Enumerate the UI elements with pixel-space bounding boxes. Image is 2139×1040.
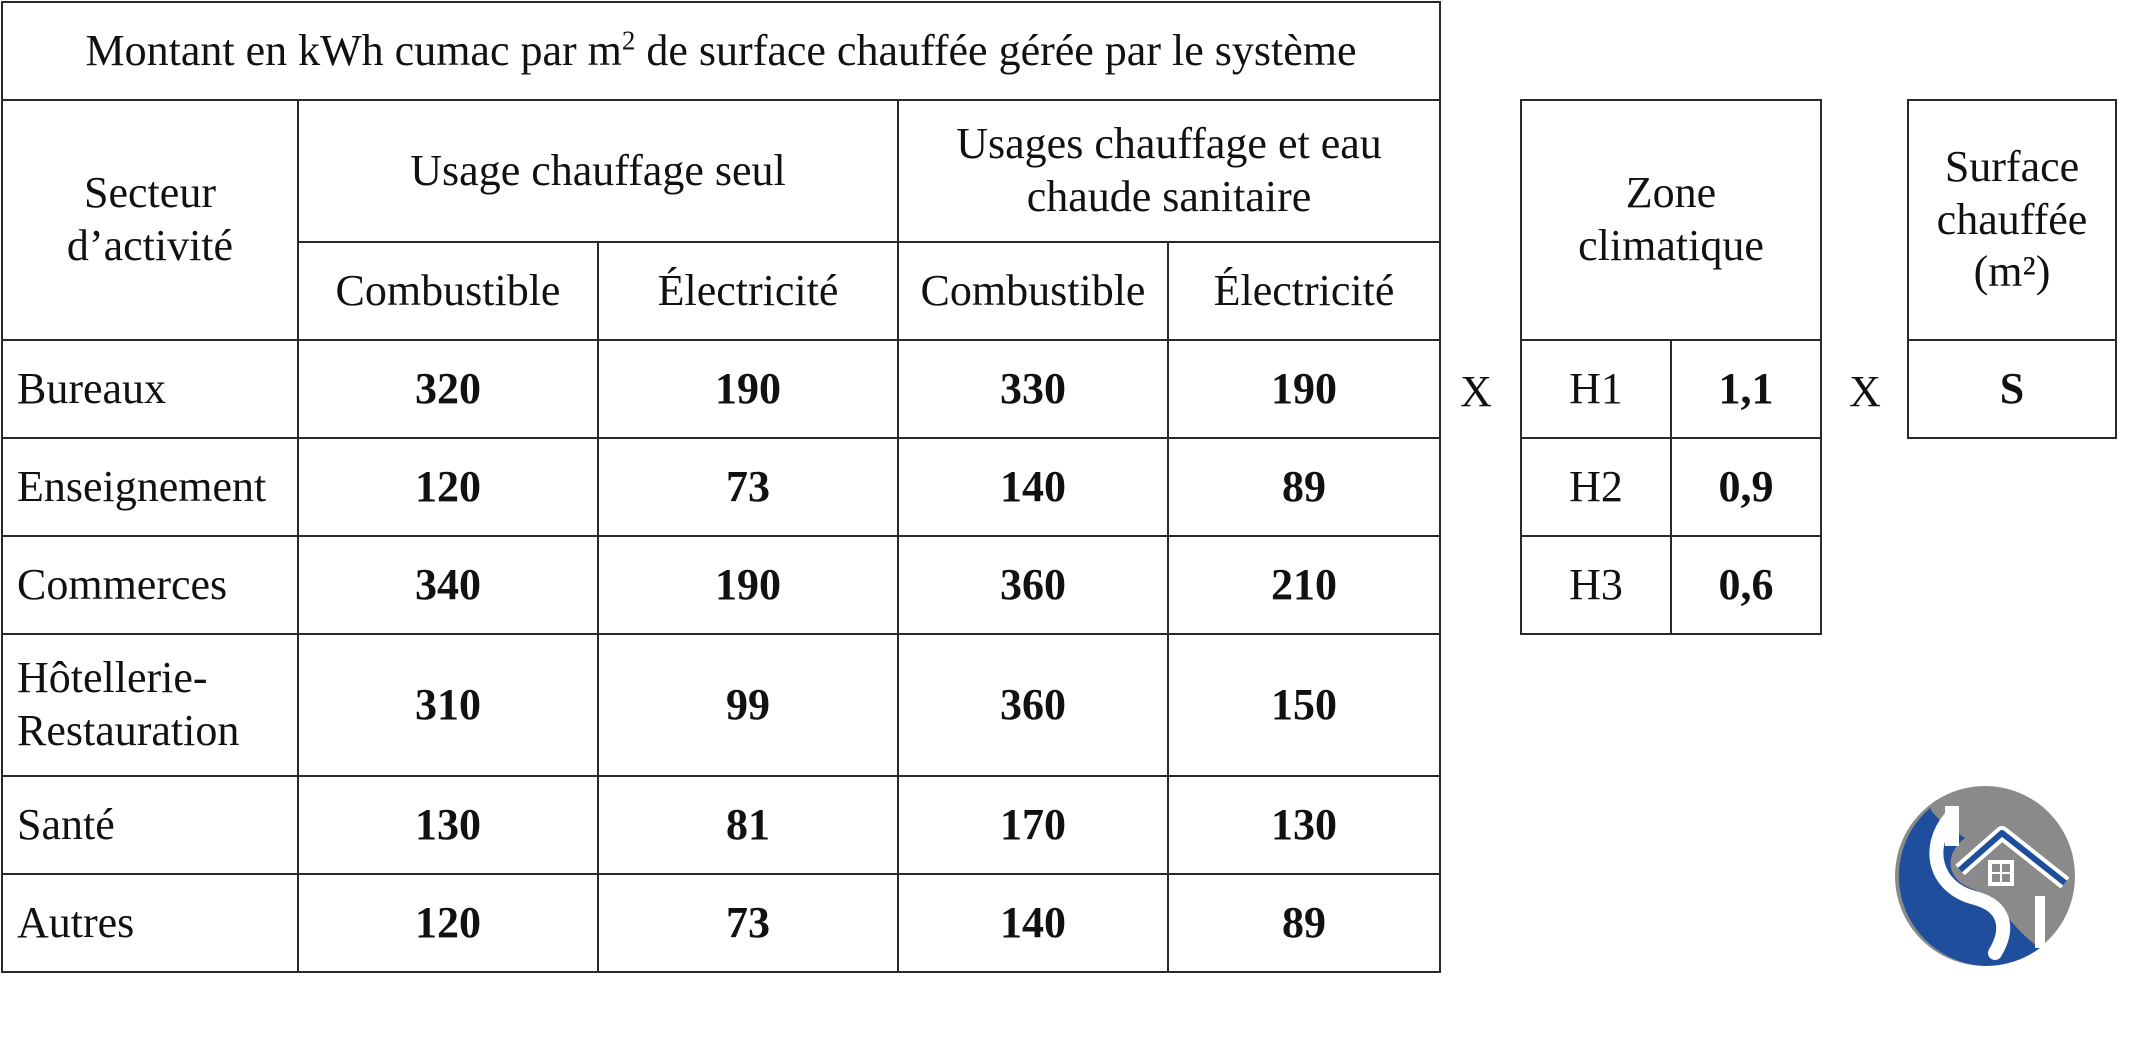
table-row xyxy=(2,340,1440,438)
value-cell: 89 xyxy=(1168,438,1440,536)
value-cell: 73 xyxy=(598,874,898,972)
sector-cell: Autres xyxy=(2,874,298,972)
zone-row xyxy=(1521,536,1821,634)
table-row xyxy=(2,776,1440,874)
value-cell: 320 xyxy=(298,340,598,438)
surface-value: S xyxy=(1908,340,2116,438)
sector-header: Secteur d’activité xyxy=(2,100,298,340)
value-cell: 99 xyxy=(598,634,898,776)
zone-header: Zone climatique xyxy=(1521,100,1821,340)
value-cell: 81 xyxy=(598,776,898,874)
value-cell: 140 xyxy=(898,438,1168,536)
value-cell: 120 xyxy=(298,438,598,536)
table-row xyxy=(2,536,1440,634)
value-cell: 190 xyxy=(1168,340,1440,438)
value-cell: 150 xyxy=(1168,634,1440,776)
sector-cell: Bureaux xyxy=(2,340,298,438)
value-cell: 210 xyxy=(1168,536,1440,634)
value-cell: 190 xyxy=(598,340,898,438)
sector-cell: Enseignement xyxy=(2,438,298,536)
climate-zone-table xyxy=(1520,99,1822,635)
value-cell: 360 xyxy=(898,634,1168,776)
surface-table xyxy=(1907,99,2117,439)
electricity-header-heating: Électricité xyxy=(598,242,898,340)
zone-label: H3 xyxy=(1521,536,1671,634)
value-cell: 73 xyxy=(598,438,898,536)
multiply-sign: X xyxy=(1849,367,1881,416)
zone-label: H2 xyxy=(1521,438,1671,536)
value-cell: 340 xyxy=(298,536,598,634)
value-cell: 89 xyxy=(1168,874,1440,972)
value-cell: 330 xyxy=(898,340,1168,438)
sector-cell: Hôtellerie-Restauration xyxy=(2,634,298,776)
table-title: Montant en kWh cumac par $m^2$ de surface chauffée gérée par le système xyxy=(2,2,1440,100)
multiply-sign: X xyxy=(1460,367,1492,416)
zone-row xyxy=(1521,438,1821,536)
zone-row xyxy=(1521,340,1821,438)
table-row xyxy=(2,438,1440,536)
value-cell: 310 xyxy=(298,634,598,776)
zone-label: H1 xyxy=(1521,340,1671,438)
fuel-header-heating: Combustible xyxy=(298,242,598,340)
house-logo-icon xyxy=(1890,778,2090,968)
value-cell: 130 xyxy=(298,776,598,874)
zone-factor: 0,6 xyxy=(1671,536,1821,634)
table-row xyxy=(2,874,1440,972)
cumac-amount-table xyxy=(1,1,1441,973)
value-cell: 120 xyxy=(298,874,598,972)
table-row xyxy=(2,634,1440,776)
fuel-header-heating-water: Combustible xyxy=(898,242,1168,340)
sector-cell: Commerces xyxy=(2,536,298,634)
zone-factor: 1,1 xyxy=(1671,340,1821,438)
electricity-header-heating-water: Électricité xyxy=(1168,242,1440,340)
value-cell: 130 xyxy=(1168,776,1440,874)
value-cell: 360 xyxy=(898,536,1168,634)
value-cell: 140 xyxy=(898,874,1168,972)
sector-cell: Santé xyxy=(2,776,298,874)
heating-water-header: Usages chauffage et eau chaude sanitaire xyxy=(898,100,1440,242)
heating-only-header: Usage chauffage seul xyxy=(298,100,898,242)
zone-factor: 0,9 xyxy=(1671,438,1821,536)
value-cell: 170 xyxy=(898,776,1168,874)
value-cell: 190 xyxy=(598,536,898,634)
surface-header: Surface chauffée (m²) xyxy=(1908,100,2116,340)
